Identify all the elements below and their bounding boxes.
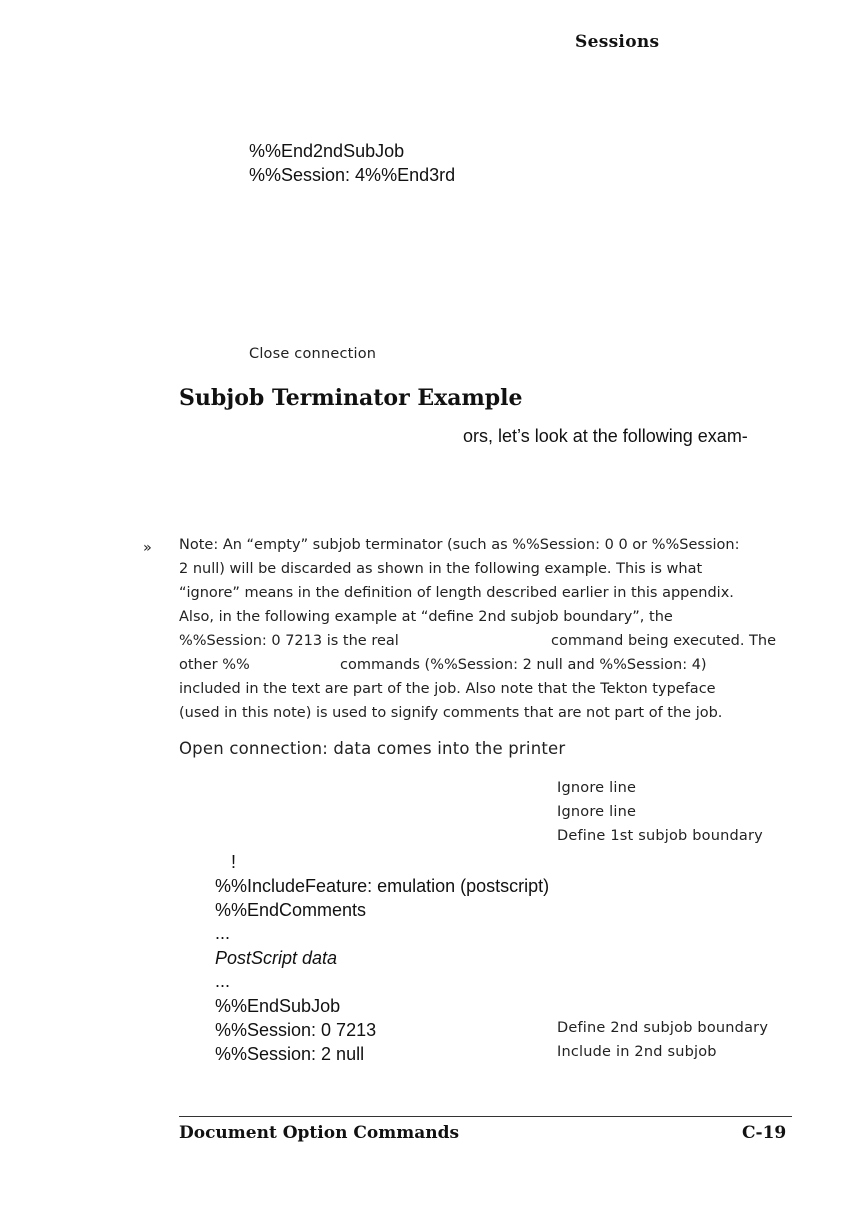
note-marker: » [143,540,152,556]
code-end-subjob: %%EndSubJob [215,996,341,1016]
page-number: C-19 [742,1123,787,1143]
footer-rule [179,1116,792,1117]
open-connection-comment: Open connection: data comes into the printer [179,739,566,758]
code-ellipsis: ... [215,923,231,943]
annotation-ignore-line: Ignore line [557,804,637,820]
annotation-define-1st: Define 1st subjob boundary [557,828,763,844]
code-line-end2ndsubjob: %%End2ndSubJob [249,141,405,161]
note-line: included in the text are part of the job. Also note that the Tekton typeface [179,681,716,697]
code-line-session4: %%Session: 4%%End3rd [249,165,456,185]
note-line: other %% [179,657,250,673]
annotation-define-2nd: Define 2nd subjob boundary [557,1020,769,1036]
code-ellipsis: ... [215,971,231,991]
close-connection-comment: Close connection [249,346,377,362]
note-line: Also, in the following example at “define 2nd subjob boundary”, the [179,609,673,625]
running-header: Sessions [575,32,660,52]
code-bang: ! [231,852,237,872]
annotation-ignore-line: Ignore line [557,780,637,796]
code-end-comments: %%EndComments [215,900,367,920]
code-include-feature: %%IncludeFeature: emulation (postscript) [215,876,550,896]
section-title: Subjob Terminator Example [179,385,523,411]
code-session-7213: %%Session: 0 7213 [215,1020,377,1040]
code-postscript-data: PostScript data [215,948,338,968]
footer-title: Document Option Commands [179,1123,460,1143]
note-line: command being executed. The [551,633,777,649]
note-line: %%Session: 0 7213 is the real [179,633,399,649]
note-line: commands (%%Session: 2 null and %%Session: 4) [340,657,707,673]
code-session-null: %%Session: 2 null [215,1044,365,1064]
annotation-include-2nd: Include in 2nd subjob [557,1044,717,1060]
note-line: (used in this note) is used to signify comments that are not part of the job. [179,705,723,721]
note-line: Note: An “empty” subjob terminator (such as %%Session: 0 0 or %%Session: [179,537,740,553]
note-line: 2 null) will be discarded as shown in the following example. This is what [179,561,703,577]
intro-text-fragment: ors, let’s look at the following exam- [463,426,748,446]
note-line: “ignore” means in the definition of length described earlier in this appendix. [179,585,734,601]
